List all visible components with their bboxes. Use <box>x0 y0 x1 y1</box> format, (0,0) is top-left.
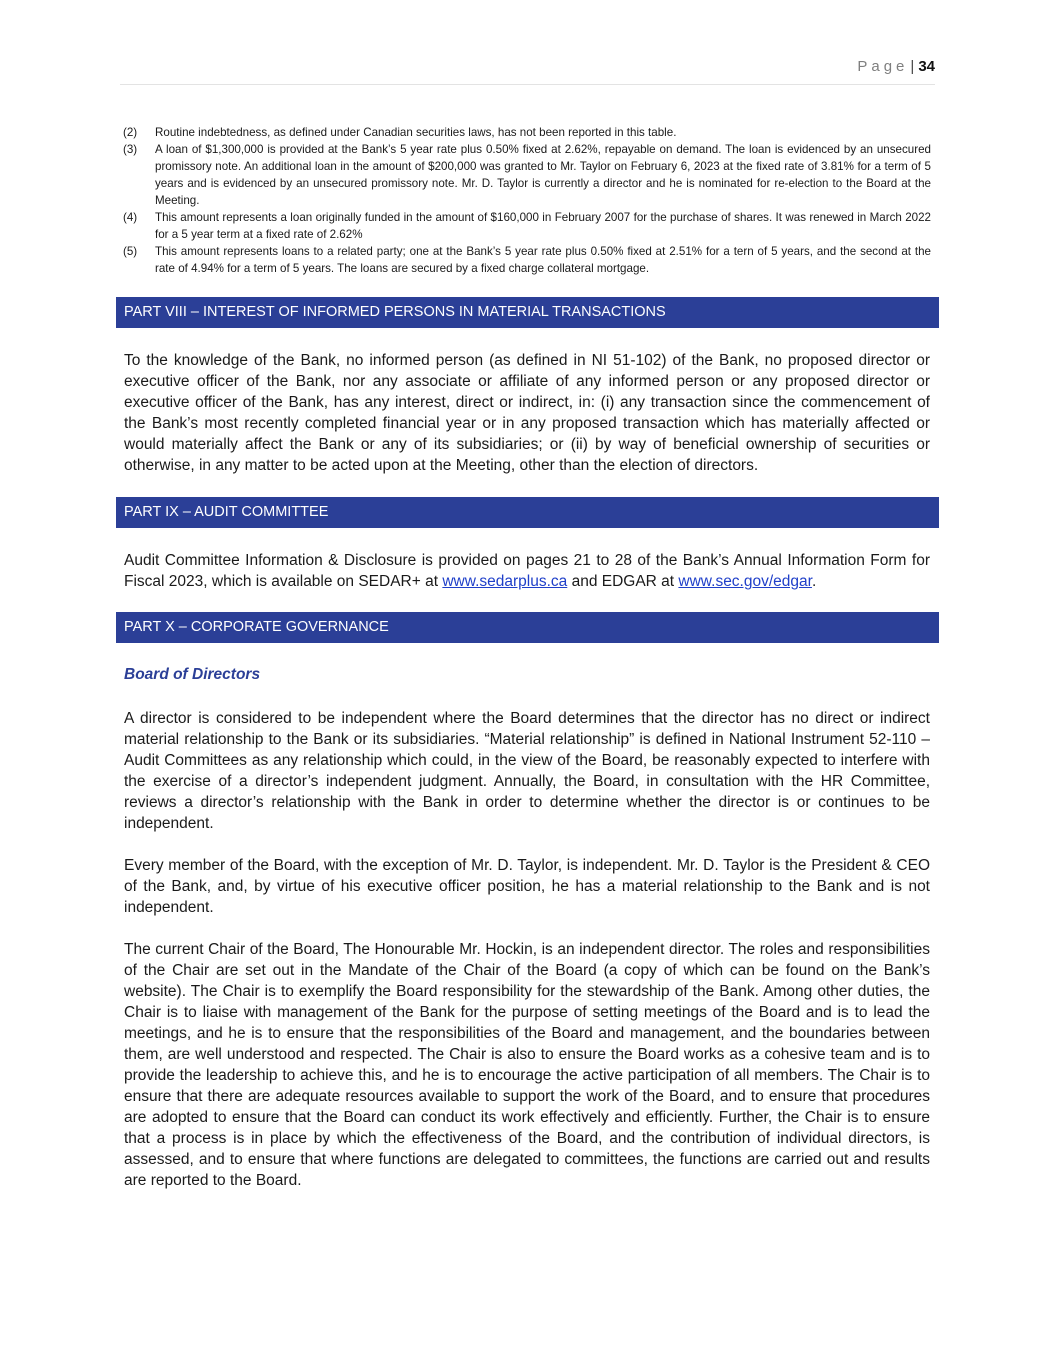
page-header <box>120 58 935 85</box>
footnote-text: This amount represents loans to a related party; one at the Bank’s 5 year rate plus 0.50% fixed at 2.51% for a tern of 5 years, and the second at the rate of 4.94% for a term of 5 years. The loans are secured by a fixed charge collateral mortgage. <box>155 245 931 275</box>
footnote <box>123 209 931 243</box>
page-label: Page <box>857 58 909 75</box>
page-number: 34 <box>918 58 935 75</box>
part-10-paragraph-3: The current Chair of the Board, The Honourable Mr. Hockin, is an independent director. The roles and responsibilities of the Chair are set out in the Mandate of the Chair of the Board (a copy of which can be found on the Bank’s website). The Chair is to exemplify the Board responsibility for the stewardship of the Bank. Among other duties, the Chair is to liaise with management of the Bank for the purpose of setting meetings of the Board and is to lead the meetings, and he is to ensure that the responsibilities of the Board and management, and the boundaries between them, are well understood and respected. The Chair is also to ensure the Board works as a cohesive team and is to provide the leadership to achieve this, and he is to encourage the active participation of all members. The Chair is to ensure that there are adequate resources available to support the work of the Board, and to ensure that procedures are adopted to ensure that the Board can conduct its work effectively and efficiently. Further, the Chair is to ensure that a process is in place by which the effectiveness of the Board, and the contribution of individual directors, is assessed, and to ensure that where functions are delegated to committees, the functions are carried out and results are reported to the Board. <box>124 941 930 1189</box>
part-10-paragraph-2: Every member of the Board, with the exception of Mr. D. Taylor, is independent. Mr. D. Taylor is the President & CEO of the Bank, and, by virtue of his executive officer position, he has a material relationship to the Bank and is not independent. <box>124 857 930 916</box>
section-heading-part-9: PART IX – AUDIT COMMITTEE <box>116 497 939 528</box>
part-9-text: and EDGAR at <box>567 573 679 590</box>
footnote-text: A loan of $1,300,000 is provided at the Bank’s 5 year rate plus 0.50% fixed at 2.62%, repayable on demand. The loan is evidenced by an unsecured promissory note. An additional loan in the amount of $200,000 was granted to Mr. Taylor on February 6, 2023 at the fixed rate of 3.81% for a term of 5 years and is evidenced by an unsecured promissory note. Mr. D. Taylor is currently a director and he is nominated for re-election to the Board at the Meeting. <box>155 143 931 207</box>
part-9-body <box>124 550 930 592</box>
part-8-body: To the knowledge of the Bank, no informed person (as defined in NI 51-102) of the Bank, no proposed director or executive officer of the Bank, nor any associate or affiliate of any informed person or any proposed director or executive officer of the Bank, has any interest, direct or indirect, in: (i) any transaction since the commencement of the Bank’s most recently completed financial year or in any proposed transaction which has materially affected or would materially affect the Bank or any of its subsidiaries; or (ii) by way of beneficial ownership of securities or otherwise, in any matter to be acted upon at the Meeting, other than the election of directors. <box>124 352 930 474</box>
part-10-paragraph-1: A director is considered to be independent where the Board determines that the director has no direct or indirect material relationship to the Bank or its subsidiaries. “Material relationship” is defined in National Instrument 52-110 – Audit Committees as any relationship which could, in the view of the Board, be reasonably expected to interfere with the exercise of a director’s independent judgment. Annually, the Board, in consultation with the HR Committee, reviews a director’s relationship with the Bank in order to determine whether the director is or continues to be independent. <box>124 710 930 832</box>
footnote-number: (4) <box>123 211 138 224</box>
board-of-directors-subheading: Board of Directors <box>124 666 261 683</box>
footnote-number: (3) <box>123 143 138 156</box>
page-separator: | <box>910 58 915 75</box>
sedar-link[interactable]: www.sedarplus.ca <box>442 573 568 590</box>
section-heading-part-8: PART VIII – INTEREST OF INFORMED PERSONS IN MATERIAL TRANSACTIONS <box>116 297 939 328</box>
part-9-text: Audit Committee Information & Disclosure is provided on pages 21 to 28 of the Bank’s Annual Information Form for Fiscal 2023, which is available on SEDAR+ at <box>124 552 930 590</box>
footnotes <box>123 124 931 277</box>
footnote <box>123 141 931 209</box>
footnote-number: (5) <box>123 245 138 258</box>
footnote-text: Routine indebtedness, as defined under Canadian securities laws, has not been reported in this table. <box>155 126 677 139</box>
part-9-text: . <box>811 573 817 590</box>
footnote <box>123 243 931 277</box>
section-heading-part-10: PART X – CORPORATE GOVERNANCE <box>116 612 939 643</box>
footnote-text: This amount represents a loan originally funded in the amount of $160,000 in February 2007 for the purchase of shares. It was renewed in March 2022 for a 5 year term at a fixed rate of 2.62% <box>155 211 931 241</box>
footnote-number: (2) <box>123 126 138 139</box>
edgar-link[interactable]: www.sec.gov/edgar <box>678 573 812 590</box>
footnote <box>123 124 931 141</box>
